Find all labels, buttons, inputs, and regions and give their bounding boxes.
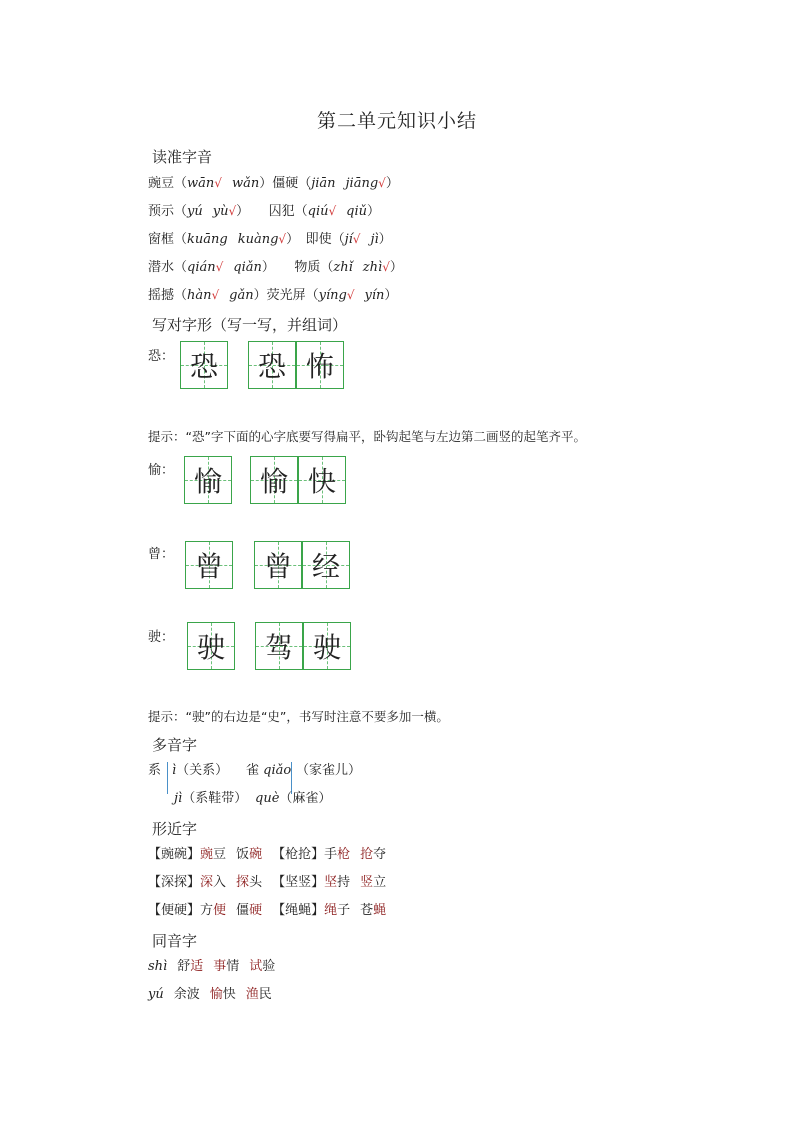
pinyin: wān bbox=[187, 176, 215, 191]
section-heading-polyphone: 多音字 bbox=[152, 736, 198, 754]
pinyin: qiǔ bbox=[346, 204, 367, 219]
pronunciation-row: 预示（yú yù√） 囚犯（qiú√ qiǔ） bbox=[148, 204, 381, 219]
writing-grid-cell: 怖 bbox=[296, 341, 344, 389]
pinyin: kuāng bbox=[187, 232, 228, 247]
pinyin: jiāng bbox=[345, 176, 379, 191]
writing-grid-cell: 快 bbox=[298, 456, 346, 504]
writing-grid-cell: 恐 bbox=[248, 341, 296, 389]
check-mark: √ bbox=[228, 204, 237, 218]
section-heading-homophone: 同音字 bbox=[152, 932, 198, 950]
section-heading-similar: 形近字 bbox=[152, 820, 198, 838]
check-mark: √ bbox=[352, 232, 361, 246]
section-heading-writing: 写对字形（写一写，并组词） bbox=[152, 316, 348, 334]
check-mark: √ bbox=[328, 204, 337, 218]
pinyin: jì bbox=[370, 232, 379, 247]
pronunciation-row: 豌豆（wān√ wǎn）僵硬（jiān jiāng√） bbox=[148, 176, 399, 191]
similar-row: 【豌碗】豌豆 饭碗 【枪抢】手枪 抢夺 bbox=[148, 847, 387, 862]
writing-grid-cell: 愉 bbox=[250, 456, 298, 504]
homophone-row: yú 余波 愉快 渔民 bbox=[148, 987, 272, 1002]
writing-label: 愉： bbox=[148, 463, 175, 478]
pronunciation-row: 窗框（kuāng kuàng√） 即使（jí√ jì） bbox=[148, 232, 392, 247]
writing-grid-cell: 驶 bbox=[187, 622, 235, 670]
writing-label: 驶： bbox=[148, 630, 175, 645]
pinyin: zhǐ bbox=[333, 260, 353, 275]
similar-row: 【便硬】方便 僵硬 【绳蝇】绳子 苍蝇 bbox=[148, 903, 387, 918]
polyphone-char: 雀 qiǎo bbox=[246, 763, 292, 778]
writing-grid-cell: 愉 bbox=[184, 456, 232, 504]
writing-grid-cell: 驾 bbox=[255, 622, 303, 670]
writing-grid-cell: 曾 bbox=[185, 541, 233, 589]
polyphone-char: 系 bbox=[148, 763, 162, 778]
writing-grid-cell: 恐 bbox=[180, 341, 228, 389]
pinyin: qián bbox=[187, 260, 216, 275]
pinyin: gǎn bbox=[229, 288, 254, 303]
check-mark: √ bbox=[378, 176, 386, 190]
section-heading-pronunciation: 读准字音 bbox=[152, 148, 213, 166]
check-mark: √ bbox=[215, 260, 224, 274]
pinyin: kuàng bbox=[237, 232, 279, 247]
pinyin: yú bbox=[187, 204, 203, 219]
writing-label: 曾： bbox=[148, 547, 175, 562]
page-title: 第二单元知识小结 bbox=[316, 110, 477, 132]
check-mark: √ bbox=[211, 288, 220, 302]
pronunciation-row: 潜水（qián√ qiǎn） 物质（zhǐ zhì√） bbox=[148, 260, 403, 275]
pinyin: yù bbox=[212, 204, 229, 219]
polyphone-reading: ì（关系） bbox=[172, 763, 229, 778]
polyphone-reading: （家雀儿） bbox=[296, 763, 362, 778]
pinyin: qiú bbox=[307, 204, 329, 219]
writing-tip: 提示：“驶”的右边是“史”，书写时注意不要多加一横。 bbox=[148, 709, 449, 724]
similar-row: 【深探】深入 探头 【坚竖】坚持 竖立 bbox=[148, 875, 387, 890]
pinyin: yín bbox=[364, 288, 385, 303]
pinyin: zhì bbox=[362, 260, 383, 275]
check-mark: √ bbox=[346, 288, 355, 302]
check-mark: √ bbox=[382, 260, 390, 274]
pinyin: wǎn bbox=[231, 176, 260, 191]
homophone-row: shì 舒适 事情 试验 bbox=[148, 959, 276, 974]
check-mark: √ bbox=[278, 232, 287, 246]
pinyin: jiān bbox=[311, 176, 336, 191]
polyphone-reading: què（麻雀） bbox=[255, 791, 332, 806]
writing-grid-cell: 驶 bbox=[303, 622, 351, 670]
pinyin: jí bbox=[344, 232, 353, 247]
pronunciation-row: 摇撼（hàn√ gǎn）荧光屏（yíng√ yín） bbox=[148, 288, 398, 303]
writing-grid-cell: 曾 bbox=[254, 541, 302, 589]
pinyin: qiǎn bbox=[233, 260, 262, 275]
check-mark: √ bbox=[214, 176, 222, 190]
pinyin: hàn bbox=[187, 288, 212, 303]
writing-grid-cell: 经 bbox=[302, 541, 350, 589]
writing-label: 恐： bbox=[148, 349, 175, 364]
writing-tip: 提示：“恐”字下面的心字底要写得扁平，卧钩起笔与左边第二画竖的起笔齐平。 bbox=[148, 429, 586, 444]
polyphone-reading: jì（系鞋带） bbox=[174, 791, 248, 806]
pinyin: yíng bbox=[318, 288, 347, 303]
